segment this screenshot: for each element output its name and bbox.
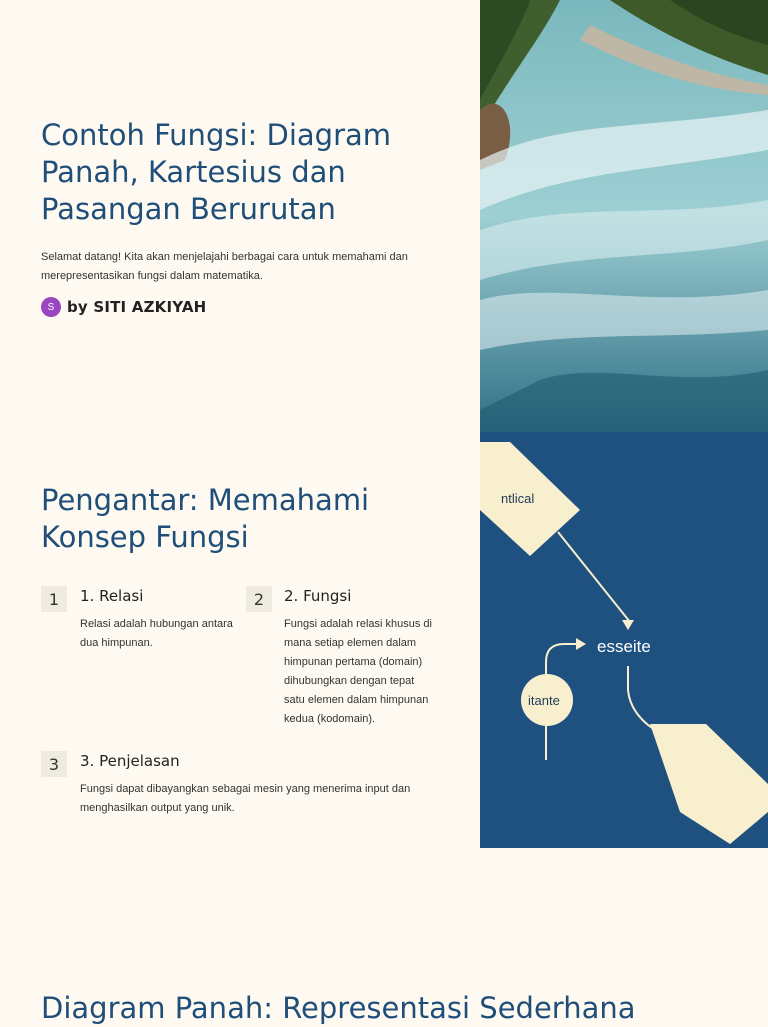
step-heading-3: 3. Penjelasan: [80, 752, 180, 770]
step-text-2: Fungsi adalah relasi khusus di mana setiap elemen dalam himpunan pertama (domain) dihubungkan dengan tepat satu elemen dalam himpunan kedua (kodomain).: [284, 618, 432, 725]
page-title: Contoh Fungsi: Diagram Panah, Kartesius dan Pasangan Berurutan: [41, 118, 392, 226]
section-title-arrow-diagram: Diagram Panah: Representasi Sederhana: [41, 991, 636, 1025]
section-title-intro: Pengantar: Memahami Konsep Fungsi: [41, 483, 370, 554]
function-diagram-image: [480, 432, 768, 848]
step-text-1: Relasi adalah hubungan antara dua himpunan.: [80, 618, 233, 649]
avatar: S: [41, 297, 61, 317]
diagram-label-circle: itante: [528, 693, 560, 708]
diagram-label-top: ntlical: [501, 491, 535, 506]
intro-text: Selamat datang! Kita akan menjelajahi berbagai cara untuk memahami dan merepresentasikan fungsi dalam matematika.: [41, 251, 408, 282]
diagram-label-mid: esseite: [597, 637, 651, 656]
step-text-3: Fungsi dapat dibayangkan sebagai mesin yang menerima input dan menghasilkan output yang unik.: [80, 783, 411, 814]
author-name: by SITI AZKIYAH: [67, 298, 207, 316]
step-number-1: 1: [41, 586, 67, 612]
step-number-2: 2: [246, 586, 272, 612]
step-number-3: 3: [41, 751, 67, 777]
step-heading-2: 2. Fungsi: [284, 587, 352, 605]
author-byline: [41, 297, 206, 317]
step-heading-1: 1. Relasi: [80, 587, 144, 605]
river-image: [480, 0, 768, 432]
